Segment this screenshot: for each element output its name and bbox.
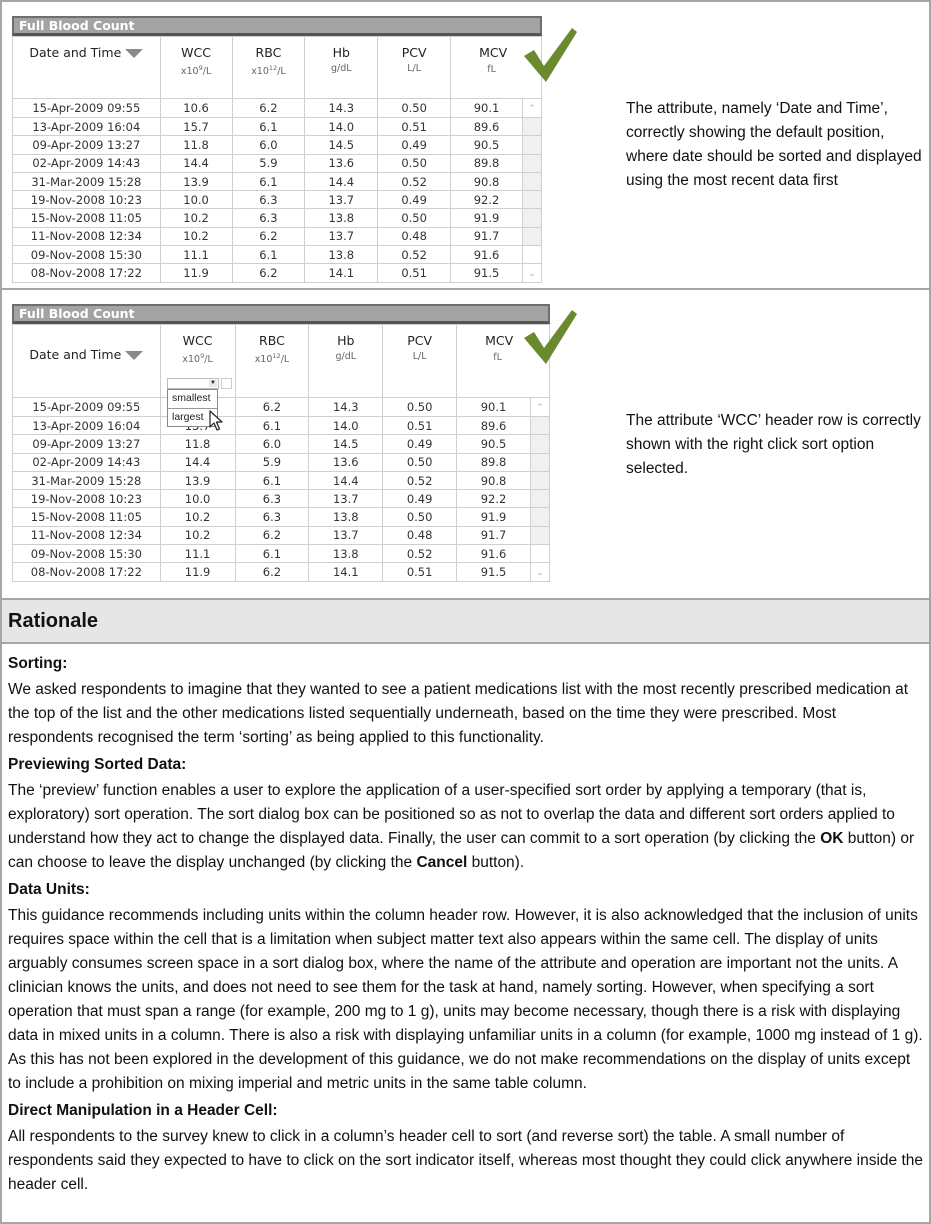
table-cell: 90.1	[457, 398, 531, 417]
table-cell: 0.49	[383, 435, 457, 453]
table-cell: 0.52	[378, 172, 451, 190]
section-title-previewing: Previewing Sorted Data:	[8, 756, 187, 773]
table-cell: 14.0	[305, 118, 378, 136]
table-cell: 08-Nov-2008 17:22	[13, 264, 161, 283]
rationale-body	[8, 652, 923, 1200]
checkmark-icon	[522, 308, 578, 366]
table-cell: 0.52	[383, 471, 457, 489]
table-cell: 0.51	[378, 264, 451, 283]
table-cell: 14.4	[305, 172, 378, 190]
section-text-direct-manipulation: All respondents to the survey knew to click in a column’s header cell to sort (and reverse sort) the table. A small number of respondents said they expected to have to click on the sort indicator itself, whereas most thought they could click anywhere inside the header cell.	[8, 1128, 924, 1193]
table-cell: 0.52	[378, 246, 451, 264]
table-cell: 0.52	[383, 545, 457, 563]
table-title: Full Blood Count	[12, 304, 550, 324]
scrollbar-track[interactable]	[530, 526, 549, 544]
scroll-down-arrow-icon[interactable]: ⌄	[522, 264, 541, 283]
table-cell: 14.3	[305, 99, 378, 118]
rationale-heading: Rationale	[8, 610, 99, 632]
header-hb[interactable]: Hb g/dL	[305, 37, 378, 99]
table-cell: 13.8	[305, 246, 378, 264]
table-row[interactable]	[13, 508, 550, 526]
table-cell: 6.1	[235, 545, 309, 563]
table-body	[13, 99, 542, 283]
table-cell: 11.1	[160, 246, 232, 264]
table-cell: 14.5	[309, 435, 383, 453]
table-cell: 09-Apr-2009 13:27	[13, 435, 161, 453]
table-cell: 15-Nov-2008 11:05	[13, 508, 161, 526]
table-cell: 13.9	[160, 471, 235, 489]
scroll-up-arrow-icon[interactable]: ⌃	[530, 398, 549, 417]
table-row[interactable]	[13, 563, 550, 582]
table-cell: 10.2	[160, 508, 235, 526]
scrollbar-track[interactable]	[522, 118, 541, 136]
table-cell: 0.51	[383, 563, 457, 582]
table-cell: 10.6	[160, 99, 232, 118]
scrollbar-track[interactable]	[530, 453, 549, 471]
section-title-sorting: Sorting:	[8, 655, 68, 672]
header-rbc[interactable]: RBC $x10^{12}/L$	[235, 325, 309, 398]
section-title-direct-manipulation: Direct Manipulation in a Header Cell:	[8, 1102, 278, 1119]
table-cell: 31-Mar-2009 15:28	[13, 471, 161, 489]
table-cell: 10.2	[160, 526, 235, 544]
table-cell: 14.1	[309, 563, 383, 582]
table-cell: 0.50	[378, 99, 451, 118]
full-blood-count-widget-1	[12, 16, 542, 283]
scroll-down-arrow-icon[interactable]: ⌄	[530, 563, 549, 582]
sort-descending-triangle-icon[interactable]	[125, 351, 143, 360]
header-wcc[interactable]: WCC $x10^9/L$	[160, 325, 235, 398]
table-row[interactable]	[13, 398, 550, 417]
table-cell: 91.7	[457, 526, 531, 544]
table-row[interactable]	[13, 264, 542, 283]
table-cell: 6.1	[232, 172, 305, 190]
table-cell: 09-Nov-2008 15:30	[13, 545, 161, 563]
table-cell: 6.0	[232, 136, 305, 154]
table-row[interactable]	[13, 490, 550, 508]
table-cell: 5.9	[235, 453, 309, 471]
header-hb[interactable]: Hb g/dL	[309, 325, 383, 398]
table-row[interactable]	[13, 453, 550, 471]
table-cell: 91.9	[457, 508, 531, 526]
table-cell: 15-Nov-2008 11:05	[13, 209, 161, 227]
table-cell: 89.8	[457, 453, 531, 471]
panel-1-caption: The attribute, namely ‘Date and Time’, correctly showing the default position, where date should be sorted and displayed using the most recent data first	[626, 100, 922, 189]
table-cell: 6.3	[235, 508, 309, 526]
table-cell: 0.50	[383, 398, 457, 417]
header-mcv[interactable]: MCV fL	[451, 37, 542, 99]
table-cell: 89.6	[451, 118, 523, 136]
table-cell: 13.7	[309, 526, 383, 544]
table-cell: 10.0	[160, 490, 235, 508]
header-date-and-time[interactable]: Date and Time	[13, 325, 161, 398]
section-text-previewing: The ‘preview’ function enables a user to explore the application of a user-specified sort order by applying a temporary (that is, exploratory) sort operation. The sort dialog box can be positioned so as not to overlap the data and different sort orders applied to understand how they act to change the displayed data. Finally, the user can commit to a sort operation (by clicking the OK button) or can choose to leave the display unchanged (by clicking the Cancel button).	[8, 782, 915, 871]
panel-2-caption: The attribute ‘WCC’ header row is correctly shown with the right click sort option selected.	[626, 412, 921, 477]
table-cell: 6.1	[232, 246, 305, 264]
table-row[interactable]	[13, 209, 542, 227]
blood-count-table	[12, 36, 542, 283]
table-row[interactable]	[13, 154, 542, 172]
table-title: Full Blood Count	[12, 16, 542, 36]
table-cell: 19-Nov-2008 10:23	[13, 191, 161, 209]
table-cell: 6.1	[235, 417, 309, 435]
table-cell: 0.49	[383, 490, 457, 508]
table-cell: 13-Apr-2009 16:04	[13, 417, 161, 435]
table-cell: 02-Apr-2009 14:43	[13, 154, 161, 172]
table-cell: 5.9	[232, 154, 305, 172]
table-row[interactable]	[13, 417, 550, 435]
table-cell: 14.4	[309, 471, 383, 489]
dropdown-arrow-icon[interactable]: ▼	[210, 380, 216, 386]
table-cell: 13.7	[305, 227, 378, 245]
table-cell: 6.2	[232, 99, 305, 118]
table-cell: 11.1	[160, 545, 235, 563]
section-text-sorting: We asked respondents to imagine that they wanted to see a patient medications list with the most recently prescribed medication at the top of the list and the other medications listed sequentially underneath, based on the time they were prescribed. Most respondents recognised the term ‘sorting’ as being applied to this functionality.	[8, 681, 909, 746]
wcc-sort-select[interactable]	[167, 378, 219, 389]
table-cell: 90.5	[457, 435, 531, 453]
table-cell: 90.5	[451, 136, 523, 154]
table-cell: 14.3	[309, 398, 383, 417]
sort-option-smallest[interactable]: smallest	[172, 392, 211, 404]
table-row[interactable]	[13, 471, 550, 489]
scrollbar-track[interactable]	[530, 545, 549, 563]
header-rbc[interactable]: RBC $x10^{12}/L$	[232, 37, 305, 99]
table-row[interactable]	[13, 136, 542, 154]
table-cell: 0.50	[378, 154, 451, 172]
table-cell: 13.6	[305, 154, 378, 172]
table-cell: 92.2	[451, 191, 523, 209]
table-cell: 6.2	[232, 264, 305, 283]
table-cell: 11.9	[160, 264, 232, 283]
table-cell: 09-Nov-2008 15:30	[13, 246, 161, 264]
example-panel-1	[2, 2, 929, 290]
table-cell: 11-Nov-2008 12:34	[13, 227, 161, 245]
table-cell: 91.9	[451, 209, 523, 227]
table-row[interactable]	[13, 191, 542, 209]
table-cell: 13.9	[160, 172, 232, 190]
table-cell: 90.8	[451, 172, 523, 190]
scrollbar-track[interactable]	[530, 417, 549, 435]
table-cell: 11.9	[160, 563, 235, 582]
section-title-data-units: Data Units:	[8, 881, 90, 898]
table-cell: 0.48	[383, 526, 457, 544]
table-cell: 10.0	[160, 191, 232, 209]
table-cell: 0.48	[378, 227, 451, 245]
table-cell: 6.1	[232, 118, 305, 136]
checkmark-icon	[522, 26, 578, 84]
table-cell: 08-Nov-2008 17:22	[13, 563, 161, 582]
wcc-sort-checkbox[interactable]	[221, 378, 232, 389]
scrollbar-track[interactable]	[530, 490, 549, 508]
table-cell: 09-Apr-2009 13:27	[13, 136, 161, 154]
table-cell: 0.50	[378, 209, 451, 227]
table-cell: 11.8	[160, 435, 235, 453]
table-cell: 91.5	[451, 264, 523, 283]
header-date-and-time[interactable]: Date and Time	[13, 37, 161, 99]
table-row[interactable]	[13, 172, 542, 190]
table-cell: 0.49	[378, 136, 451, 154]
table-cell: 89.8	[451, 154, 523, 172]
table-cell: 91.7	[451, 227, 523, 245]
table-cell: 6.2	[235, 398, 309, 417]
table-cell: 02-Apr-2009 14:43	[13, 453, 161, 471]
table-cell: 6.2	[235, 563, 309, 582]
table-cell: 19-Nov-2008 10:23	[13, 490, 161, 508]
table-cell: 0.50	[383, 453, 457, 471]
scrollbar-track[interactable]	[522, 227, 541, 245]
scrollbar-track[interactable]	[530, 435, 549, 453]
header-mcv[interactable]: MCV fL	[457, 325, 550, 398]
table-row[interactable]	[13, 435, 550, 453]
scroll-up-arrow-icon[interactable]: ⌃	[522, 99, 541, 118]
scrollbar-track[interactable]	[522, 191, 541, 209]
table-cell: 91.5	[457, 563, 531, 582]
table-row[interactable]	[13, 118, 542, 136]
table-cell: 13.7	[305, 191, 378, 209]
table-body	[13, 398, 550, 582]
table-cell: 14.4	[160, 453, 235, 471]
table-cell: 10.2	[160, 227, 232, 245]
table-cell: 13.8	[305, 209, 378, 227]
table-cell: 15-Apr-2009 09:55	[13, 99, 161, 118]
rationale-header	[2, 600, 929, 644]
table-cell: 6.2	[235, 526, 309, 544]
scrollbar-track[interactable]	[522, 172, 541, 190]
table-cell: 31-Mar-2009 15:28	[13, 172, 161, 190]
table-cell: 14.5	[305, 136, 378, 154]
scrollbar-track[interactable]	[530, 508, 549, 526]
table-cell: 91.6	[457, 545, 531, 563]
table-cell: 0.50	[383, 508, 457, 526]
table-row[interactable]	[13, 99, 542, 118]
table-cell: 91.6	[451, 246, 523, 264]
table-cell: 6.3	[232, 209, 305, 227]
table-cell: 0.49	[378, 191, 451, 209]
table-cell: 11-Nov-2008 12:34	[13, 526, 161, 544]
table-cell: 90.1	[451, 99, 523, 118]
table-cell: 14.1	[305, 264, 378, 283]
header-pcv[interactable]: PCV L/L	[378, 37, 451, 99]
example-panel-2	[2, 290, 929, 600]
table-cell: 13.8	[309, 508, 383, 526]
scrollbar-track[interactable]	[530, 471, 549, 489]
table-cell: 90.8	[457, 471, 531, 489]
table-cell: 11.8	[160, 136, 232, 154]
table-cell: 13.7	[309, 490, 383, 508]
table-cell: 6.2	[232, 227, 305, 245]
scrollbar-track[interactable]	[522, 246, 541, 264]
blood-count-table	[12, 324, 550, 582]
sort-option-largest[interactable]: largest	[168, 408, 217, 426]
scrollbar-track[interactable]	[522, 154, 541, 172]
table-cell: 14.0	[309, 417, 383, 435]
table-row[interactable]	[13, 526, 550, 544]
mouse-pointer-icon	[209, 410, 223, 432]
table-cell: 6.3	[235, 490, 309, 508]
header-pcv[interactable]: PCV L/L	[383, 325, 457, 398]
table-cell: 92.2	[457, 490, 531, 508]
table-cell: 10.2	[160, 209, 232, 227]
full-blood-count-widget-2	[12, 304, 550, 582]
scrollbar-track[interactable]	[522, 136, 541, 154]
table-cell: 13.8	[309, 545, 383, 563]
scrollbar-track[interactable]	[522, 209, 541, 227]
table-cell: 6.0	[235, 435, 309, 453]
table-cell: 6.3	[232, 191, 305, 209]
sort-descending-triangle-icon[interactable]	[125, 49, 143, 58]
table-row[interactable]	[13, 246, 542, 264]
table-cell: 15-Apr-2009 09:55	[13, 398, 161, 417]
header-wcc[interactable]: WCC $x10^9/L$	[160, 37, 232, 99]
table-row[interactable]	[13, 545, 550, 563]
table-cell: 0.51	[378, 118, 451, 136]
table-cell: 89.6	[457, 417, 531, 435]
table-cell: 13.6	[309, 453, 383, 471]
table-cell: 13-Apr-2009 16:04	[13, 118, 161, 136]
table-cell: 6.1	[235, 471, 309, 489]
section-text-data-units: This guidance recommends including units within the column header row. However, it is also acknowledged that the inclusion of units requires space within the cell that is a limitation when subject matter text also appears within the same cell. The display of units arguably consumes screen space in a sort dialog box, where the name of the attribute and operation are important not the units. A clinician knows the units, and does not need to see them for the task at hand, namely sorting. However, when specifying a sort operation that must span a range (for example, 200 mg to 1 g), units may become necessary, though there is a risk with displaying data in mixed units in a column. There is also a risk with displaying unfamiliar units in a column (for example, 1000 mg instead of 1 g). As this has not been explored in the development of this guidance, we do not make recommendations on the display of units except to include a prohibition on mixing imperial and metric units in the same table column.	[8, 907, 923, 1092]
table-row[interactable]	[13, 227, 542, 245]
table-cell: 15.7	[160, 118, 232, 136]
table-cell: 14.4	[160, 154, 232, 172]
table-cell: 0.51	[383, 417, 457, 435]
